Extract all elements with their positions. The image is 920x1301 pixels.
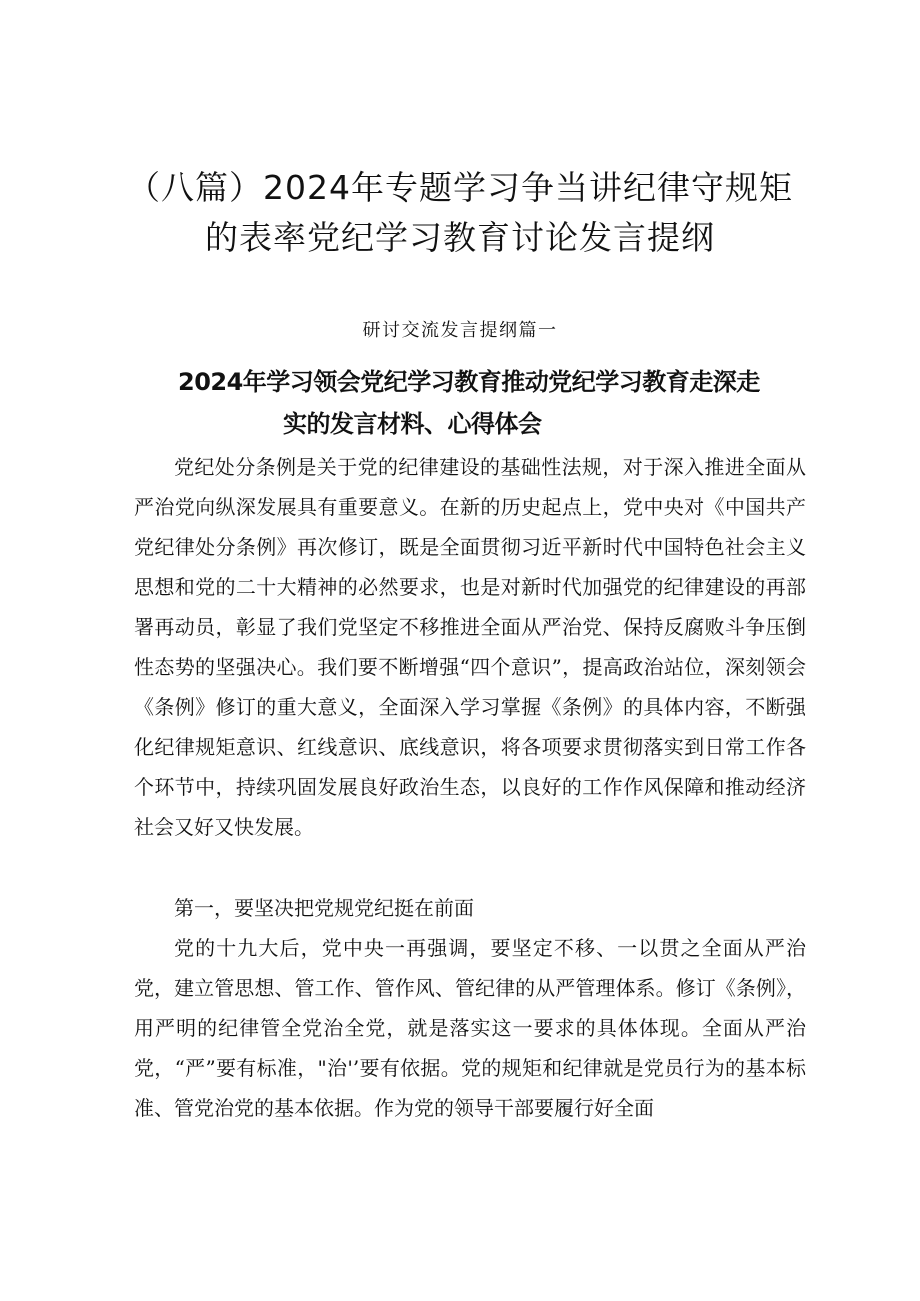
body-paragraph-heading-first: 第一，要坚决把党规党纪挺在前面	[174, 896, 474, 920]
document-title-line-2: 的表率党纪学习教育讨论发言提纲	[205, 218, 715, 257]
section-title-line-2: 实的发言材料、心得体会	[283, 410, 542, 438]
body-paragraph-second: 党的十九大后，党中央一再强调，要坚定不移、一以贯之全面从严治党，建立管思想、管工作、管作风、管纪律的从严管理体系。修订《条例》，用严明的纪律管全党治全党，就是落实这一要求的具体体现。全面从严治党，“严”要有标准，"治'’要有依据。党的规矩和纪律就是党员行为的基本标准、管党治党的基本依据。作为党的领导干部要履行好全面	[134, 936, 806, 1120]
section-label: 研讨交流发言提纲篇一	[362, 320, 558, 341]
body-paragraph-intro: 党纪处分条例是关于党的纪律建设的基础性法规，对于深入推进全面从严治党向纵深发展具有重要意义。在新的历史起点上，党中央对《中国共产党纪律处分条例》再次修订，既是全面贯彻习近平新时代中国特色社会主义思想和党的二十大精神的必然要求，也是对新时代加强党的纪律建设的再部署再动员，彰显了我们党坚定不移推进全面从严治党、保持反腐败斗争压倒性态势的坚强决心。我们要不断增强“四个意识”，提高政治站位，深刻领会《条例》修订的重大意义，全面深入学习掌握《条例》的具体内容，不断强化纪律规矩意识、红线意识、底线意识，将各项要求贯彻落实到日常工作各个环节中，持续巩固发展良好政治生态，以良好的工作作风保障和推动经济社会又好又快发展。	[134, 455, 806, 839]
document-title-line-1: （八篇）2024年专题学习争当讲纪律守规矩	[127, 168, 793, 207]
section-title-line-1: 2024年学习领会党纪学习教育推动党纪学习教育走深走	[178, 368, 760, 396]
